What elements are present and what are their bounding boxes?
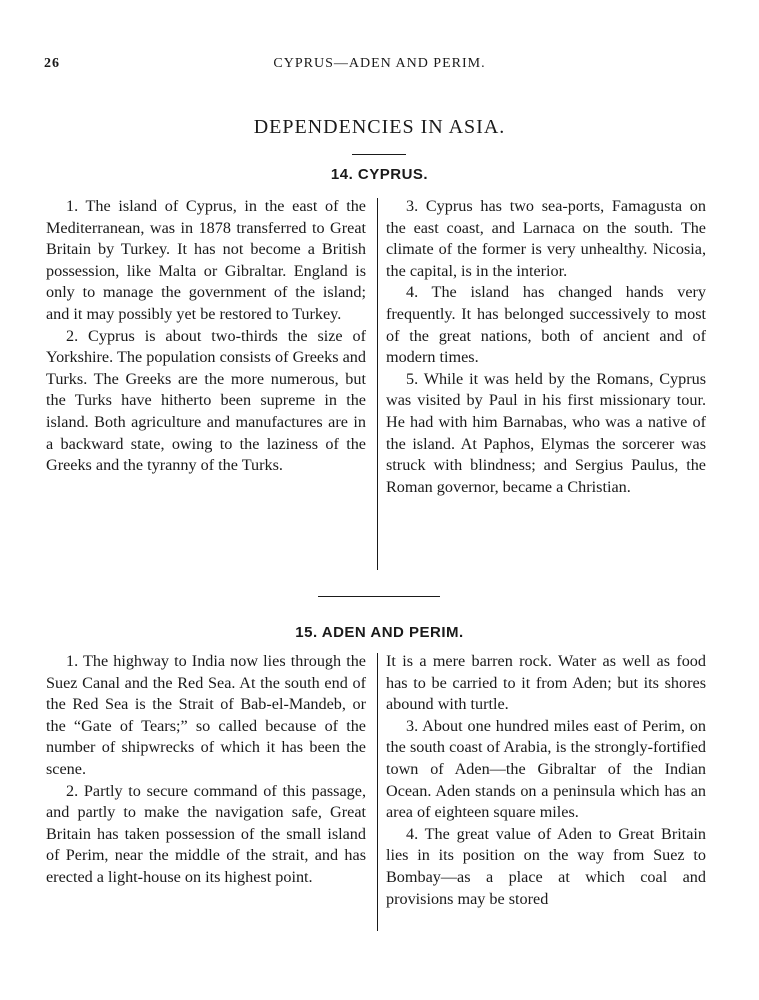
- aden-right-column: [386, 651, 706, 910]
- running-head: [44, 56, 715, 76]
- running-title: CYPRUS—ADEN AND PERIM.: [273, 56, 486, 71]
- paragraph: 3. Cyprus has two sea-ports, Famagusta on the east coast, and Larnaca on the south. The climate of the former is very unhealthy. Nicosia, the capital, is in the interior.: [386, 197, 706, 280]
- paragraph: 3. About one hundred miles east of Perim, on the south coast of Arabia, is the strongly-fortified town of Aden—the Gibraltar of the Indian Ocean. Aden stands on a peninsula which has an area of eighteen square miles.: [386, 716, 706, 822]
- section-heading-cyprus: 14. CYPRUS.: [330, 166, 429, 183]
- paragraph: 2. Cyprus is about two-thirds the size of Yorkshire. The population consists of Greeks and Turks. The Greeks are the more numerous, but the Turks have hitherto been supreme in the island. Both agriculture and manufactures are in a backward state, owing to the laziness of the Greeks and the tyranny of the Turks.: [46, 326, 366, 475]
- paragraph: 2. Partly to secure command of this passage, and partly to make the navigation safe, Great Britain has taken possession of the small island of Perim, near the middle of the strait, and has erected a light-house on its highest point.: [46, 781, 366, 886]
- paragraph: 1. The highway to India now lies through the Suez Canal and the Red Sea. At the south end of the Red Sea is the Strait of Bab-el-Mandeb, or the “Gate of Tears;” so called because of the number of shipwrecks of which it has been the scene.: [46, 652, 366, 778]
- paragraph: 5. While it was held by the Romans, Cyprus was visited by Paul in his first missionary tour. He had with him Barnabas, who was a native of the island. At Paphos, Elymas the sorcerer was struck with blindness; and Sergius Paulus, the Roman governor, became a Christian.: [386, 369, 706, 496]
- cyprus-right-column: [386, 196, 706, 498]
- column-divider: [377, 198, 378, 570]
- paragraph: 1. The island of Cyprus, in the east of the Mediterranean, was in 1878 transferred to Great Britain by Turkey. It has not become a British possession, like Malta or Gibraltar. England is only to manage the government of the island; and it may possibly yet be restored to Turkey.: [46, 197, 366, 323]
- page-title: DEPENDENCIES IN ASIA.: [253, 116, 506, 138]
- title-rule: [352, 154, 406, 155]
- paragraph: 4. The great value of Aden to Great Britain lies in its position on the way from Suez to Bombay—as a place at which coal and provisions may be stored: [386, 824, 706, 908]
- cyprus-left-column: [46, 196, 366, 477]
- section-rule: [318, 596, 440, 597]
- paragraph: 4. The island has changed hands very frequently. It has belonged successively to most of the great nations, both of ancient and of modern times.: [386, 283, 706, 367]
- column-divider: [377, 653, 378, 931]
- aden-left-column: [46, 651, 366, 889]
- paragraph-continuation: It is a mere barren rock. Water as well as food has to be carried to it from Aden; but its shores abound with turtle.: [386, 652, 706, 714]
- page-number: 26: [44, 56, 60, 71]
- section-heading-aden: 15. ADEN AND PERIM.: [295, 624, 464, 641]
